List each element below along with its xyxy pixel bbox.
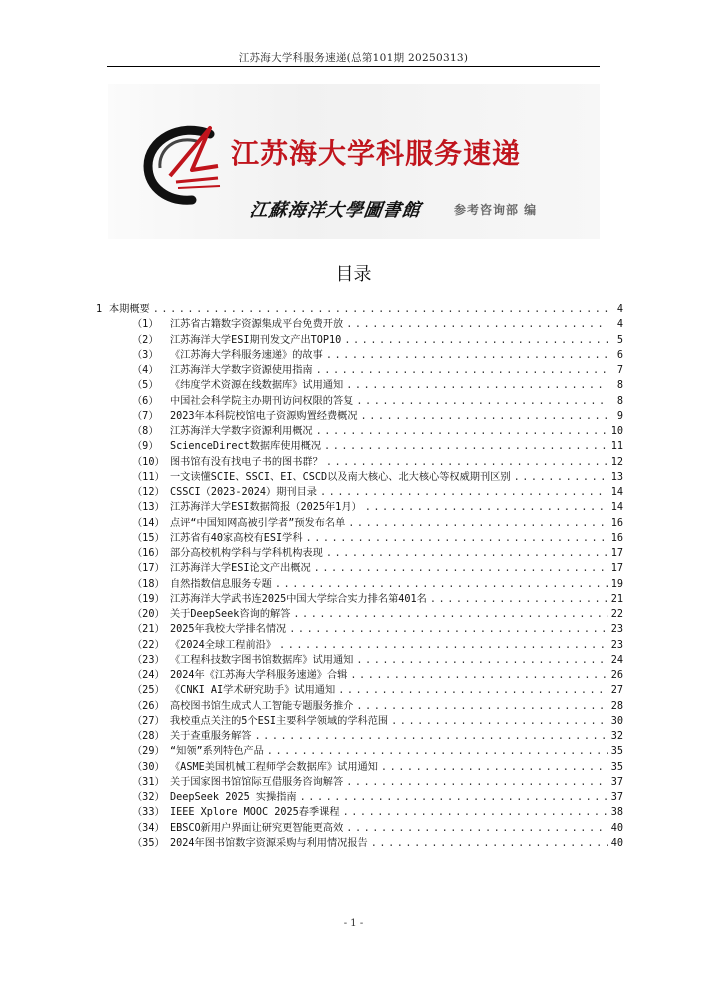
toc-entry[interactable]	[96, 453, 623, 468]
toc-entry-title: ScienceDirect数据库使用概况	[170, 441, 322, 453]
toc-entry-title: 江苏海洋大学ESI期刊发文产出TOP10	[170, 334, 342, 346]
toc-entry-title: DeepSeek 2025 实操指南	[170, 792, 297, 803]
toc-entry[interactable]	[96, 331, 623, 346]
running-header: 江苏海大学科服务速递(总第101期 20250313)	[238, 52, 469, 64]
toc-dot-leader	[356, 396, 608, 407]
toc-entry-page: 27	[610, 685, 623, 697]
toc-entry-number: （24）	[132, 670, 165, 681]
toc-entry-page: 7	[616, 365, 623, 376]
toc-entry-number: （29）	[132, 746, 165, 758]
toc-entry-page: 14	[610, 502, 623, 514]
toc-entry-number: （22）	[132, 639, 165, 651]
library-calligraphy: 江蘇海洋大學圖書館	[248, 200, 423, 221]
toc-dot-leader	[371, 838, 608, 849]
toc-entry-page: 22	[610, 609, 623, 620]
toc-entry-title: 自然指数信息服务专题	[170, 578, 272, 590]
toc-entry-number: （23）	[132, 654, 165, 666]
toc-dot-leader	[326, 350, 608, 361]
toc-entry[interactable]	[96, 422, 623, 437]
toc-entry-page: 4	[616, 319, 623, 331]
toc-entry-number: （25）	[132, 685, 165, 697]
toc-entry[interactable]	[96, 590, 623, 605]
toc-dot-leader	[350, 670, 607, 681]
toc-entry[interactable]	[96, 437, 623, 452]
toc-entry-title: 关于查重服务解答	[170, 731, 252, 742]
toc-entry-number: （15）	[132, 532, 165, 544]
toc-entry-page: 9	[616, 410, 623, 422]
toc-entry[interactable]	[96, 834, 623, 849]
toc-entry-page: 5	[616, 334, 623, 346]
toc-entry[interactable]	[96, 468, 623, 483]
toc-dot-leader	[279, 640, 608, 651]
toc-entry-title: 《纬度学术资源在线数据库》试用通知	[170, 380, 344, 392]
page-number: - 1 -	[343, 918, 364, 929]
toc-dot-leader	[153, 304, 608, 315]
toc-entry-page: 8	[616, 380, 623, 392]
toc-dot-leader	[255, 731, 608, 742]
toc-entry[interactable]	[96, 758, 623, 773]
toc-entry-title: 《2024全球工程前沿》	[170, 639, 277, 651]
toc-entry-page: 16	[610, 517, 623, 529]
toc-entry-page: 21	[610, 593, 623, 605]
department-label: 参考咨询部 编	[454, 203, 538, 217]
toc-entry-number: （31）	[132, 776, 165, 788]
toc-dot-leader	[293, 609, 607, 620]
toc-entry-page: 10	[610, 426, 623, 437]
toc-entry-page: 6	[616, 349, 623, 361]
toc-entry-number: （11）	[132, 471, 165, 483]
toc-entry-title: 中国社会科学院主办期刊访问权限的答复	[170, 395, 354, 407]
toc-entry-title: 江苏省有40家高校有ESI学科	[170, 532, 303, 544]
toc-entry[interactable]	[96, 361, 623, 376]
toc-entry-page: 28	[610, 700, 623, 712]
toc-dot-leader	[267, 746, 608, 757]
toc-entry[interactable]	[96, 407, 623, 422]
toc-entry-page: 23	[610, 639, 623, 651]
toc-entry[interactable]	[96, 697, 623, 712]
toc-heading: 目录	[335, 264, 372, 285]
toc-entry-number: （7）	[132, 410, 159, 422]
toc-dot-leader	[275, 579, 608, 590]
toc-entry-page: 35	[610, 761, 623, 773]
toc-entry-title: IEEE Xplore MOOC 2025春季课程	[170, 807, 340, 819]
toc-entry[interactable]	[96, 788, 623, 803]
toc-entry-title: 图书馆有没有找电子书的图书群？	[170, 456, 323, 468]
toc-entry-title: 点评“中国知网高被引学者”预发布名单	[170, 517, 346, 529]
toc-dot-leader	[381, 762, 608, 773]
toc-entry[interactable]	[96, 742, 623, 757]
toc-entry-number: 1	[96, 304, 103, 315]
toc-entry-number: （13）	[132, 502, 165, 514]
toc-entry-title: EBSCO新用户界面让研究更智能更高效	[170, 822, 344, 834]
toc-entry-number: （12）	[132, 487, 165, 498]
toc-entry-title: 《江苏海大学科服务速递》的故事	[170, 349, 323, 361]
toc-dot-leader	[320, 487, 608, 498]
toc-entry-title: 关于国家图书馆馆际互借服务咨询解答	[170, 776, 344, 788]
toc-entry-number: （10）	[132, 456, 165, 468]
toc-entry-page: 37	[610, 776, 623, 788]
toc-entry-number: （32）	[132, 792, 165, 803]
toc-entry-number: （20）	[132, 609, 165, 620]
toc-entry[interactable]	[96, 529, 623, 544]
toc-entry-title: 《ASME美国机械工程师学会数据库》试用通知	[170, 761, 378, 773]
toc-entry-number: （4）	[132, 365, 159, 376]
toc-entry-title: 江苏海洋大学ESI论文产出概况	[170, 563, 311, 575]
toc-entry-page: 40	[610, 822, 623, 834]
toc-dot-leader	[326, 457, 608, 468]
toc-entry[interactable]	[96, 544, 623, 559]
toc-entry-title: 关于DeepSeek咨询的解答	[170, 609, 291, 620]
banner	[108, 84, 600, 239]
toc-entry-title: 高校图书馆生成式人工智能专题服务推介	[170, 700, 354, 712]
toc-dot-leader	[316, 426, 608, 437]
toc-entry-page: 8	[616, 395, 623, 407]
toc-entry[interactable]	[96, 681, 623, 696]
toc-entry-title: 2025年我校大学排名情况	[170, 624, 287, 636]
toc-entry-title: 部分高校机构学科与学科机构表现	[170, 548, 323, 559]
toc-entry-number: （14）	[132, 517, 165, 529]
toc-entry[interactable]	[96, 392, 623, 407]
toc-dot-leader	[306, 533, 608, 544]
toc-dot-leader	[391, 716, 608, 727]
toc-entry[interactable]	[96, 651, 623, 666]
toc-dot-leader	[346, 777, 608, 788]
toc-entry-number: （30）	[132, 761, 165, 773]
toc-entry-title: 江苏省古籍数字资源集成平台免费开放	[170, 319, 344, 331]
toc-dot-leader	[289, 624, 607, 635]
toc-entry-page: 16	[610, 532, 623, 544]
toc-entry-title: 江苏海洋大学数字资源使用指南	[170, 365, 313, 376]
banner-title: 江苏海大学科服务速递	[231, 137, 522, 170]
library-logo-icon	[140, 120, 225, 205]
toc-entry[interactable]	[96, 575, 623, 590]
toc-entry-title: “知领”系列特色产品	[170, 746, 264, 758]
toc-entry-title: 《工程科技数字图书馆数据库》试用通知	[170, 654, 354, 666]
toc-entry[interactable]	[96, 559, 623, 574]
toc-entry-page: 17	[610, 548, 623, 559]
toc-entry-page: 24	[610, 654, 623, 666]
toc-entry-page: 26	[610, 670, 623, 681]
toc-entry-number: （17）	[132, 563, 165, 575]
toc-dot-leader	[324, 441, 608, 452]
toc-entry-title: 《CNKI AI学术研究助手》试用通知	[170, 685, 336, 697]
toc-entry-title: 2024年图书馆数字资源采购与利用情况报告	[170, 837, 368, 849]
toc-entry-title: 江苏海洋大学数字资源利用概况	[170, 426, 313, 437]
toc-dot-leader	[344, 335, 608, 346]
toc-dot-leader	[348, 518, 607, 529]
toc-entry-number: （35）	[132, 837, 165, 849]
toc-dot-leader	[314, 563, 608, 574]
toc-dot-leader	[430, 594, 608, 605]
toc-dot-leader	[346, 319, 608, 330]
toc-entry-number: （9）	[132, 441, 159, 453]
toc-entry[interactable]	[96, 666, 623, 681]
toc-entry-number: （2）	[132, 334, 159, 346]
toc-entry-title: 我校重点关注的5个ESI主要科学领域的学科范围	[170, 715, 389, 727]
toc-entry-page: 13	[610, 471, 623, 483]
toc-dot-leader	[338, 685, 608, 696]
toc-entry-page: 4	[616, 304, 623, 315]
toc-entry-number: （33）	[132, 807, 165, 819]
toc-entry-page: 11	[610, 441, 623, 453]
toc-entry-title: 2024年《江苏海大学科服务速递》合辑	[170, 670, 348, 681]
toc-dot-leader	[343, 807, 608, 818]
toc-entry-page: 35	[610, 746, 623, 758]
toc-dot-leader	[514, 472, 608, 483]
toc-entry[interactable]	[96, 315, 623, 330]
toc-entry-number: （27）	[132, 715, 165, 727]
toc-entry-title: 一文读懂SCIE、SSCI、EI、CSCD以及南大核心、北大核心等权威期刊区别	[170, 471, 511, 483]
toc-dot-leader	[346, 823, 607, 834]
toc-entry-number: （16）	[132, 548, 165, 559]
toc-entry-number: （19）	[132, 593, 165, 605]
toc-entry-page: 30	[610, 715, 623, 727]
toc-entry[interactable]	[96, 636, 623, 651]
toc-entry-title: 2023年本科院校馆电子资源购置经费概况	[170, 410, 358, 422]
toc-entry-number: （21）	[132, 624, 165, 636]
toc-entry[interactable]	[96, 483, 623, 498]
toc-entry-title: 江苏海洋大学ESI数据简报（2025年1月）	[170, 502, 362, 514]
toc-entry-number: （28）	[132, 731, 165, 742]
toc-entry-title: 本期概要	[109, 304, 150, 315]
toc-entry-page: 38	[610, 807, 623, 819]
toc-entry-page: 23	[610, 624, 623, 636]
toc-entry-page: 37	[610, 792, 623, 803]
toc-entry[interactable]	[96, 803, 623, 818]
table-of-contents	[96, 300, 623, 849]
toc-entry[interactable]	[96, 773, 623, 788]
toc-entry-number: （1）	[132, 319, 159, 331]
toc-entry-number: （34）	[132, 822, 165, 834]
toc-entry[interactable]	[96, 498, 623, 513]
toc-entry-number: （3）	[132, 349, 159, 361]
toc-entry-title: 江苏海洋大学武书连2025中国大学综合实力排名第401名	[170, 593, 427, 605]
toc-dot-leader	[365, 502, 608, 513]
toc-entry-page: 40	[610, 837, 623, 849]
toc-entry-page: 19	[610, 578, 623, 590]
toc-dot-leader	[356, 655, 607, 666]
toc-dot-leader	[316, 365, 608, 376]
toc-entry-page: 12	[610, 456, 623, 468]
toc-entry-title: CSSCI（2023-2024）期刊目录	[170, 487, 317, 498]
toc-entry-number: （6）	[132, 395, 159, 407]
toc-entry-page: 32	[610, 731, 623, 742]
toc-entry[interactable]	[96, 300, 623, 315]
toc-entry[interactable]	[96, 346, 623, 361]
toc-entry-number: （8）	[132, 426, 159, 437]
toc-entry-number: （5）	[132, 380, 159, 392]
toc-dot-leader	[300, 792, 608, 803]
toc-entry[interactable]	[96, 376, 623, 391]
toc-dot-leader	[356, 701, 607, 712]
toc-entry-number: （26）	[132, 700, 165, 712]
toc-entry[interactable]	[96, 712, 623, 727]
toc-entry[interactable]	[96, 605, 623, 620]
toc-dot-leader	[326, 548, 608, 559]
toc-entry[interactable]	[96, 727, 623, 742]
toc-entry-number: （18）	[132, 578, 165, 590]
toc-entry[interactable]	[96, 514, 623, 529]
toc-entry[interactable]	[96, 620, 623, 635]
toc-entry[interactable]	[96, 819, 623, 834]
header-rule	[107, 66, 600, 67]
toc-dot-leader	[346, 380, 608, 391]
toc-entry-page: 17	[610, 563, 623, 575]
toc-dot-leader	[361, 411, 608, 422]
toc-entry-page: 14	[610, 487, 623, 498]
